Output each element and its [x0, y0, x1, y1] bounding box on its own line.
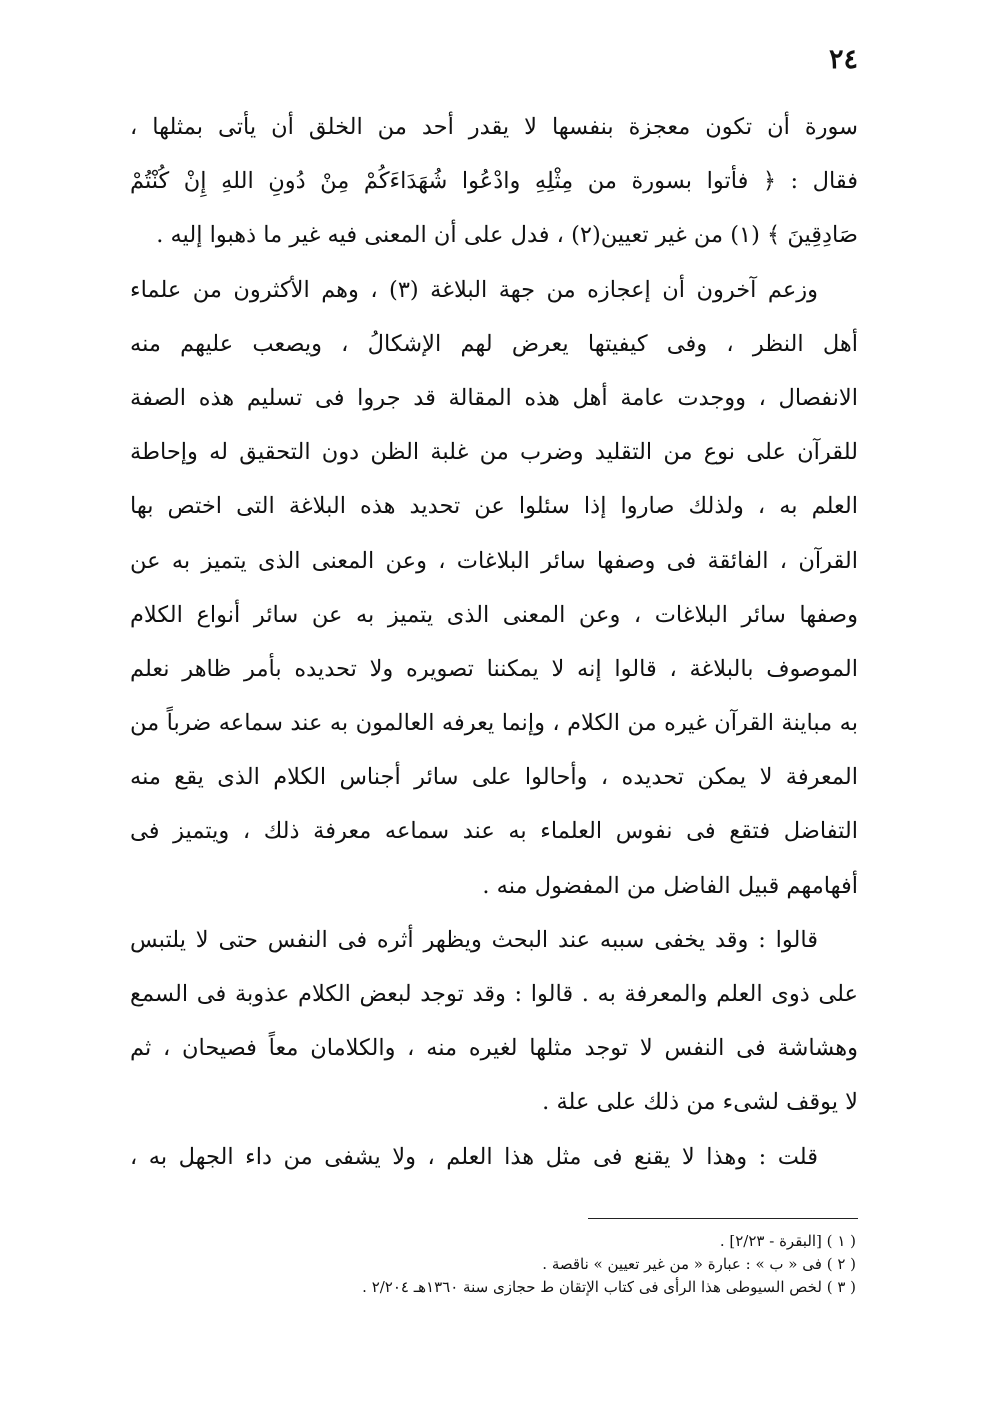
footnote: ( ٣ ) لخص السيوطى هذا الرأى فى كتاب الإتقان ط حجازى سنة ١٣٦٠هـ ٢/٢٠٤ . [362, 1278, 856, 1296]
text-line: قالوا : وقد يخفى سببه عند البحث ويظهر أثره فى النفس حتى لا يلتبس [130, 926, 818, 953]
body-text [130, 100, 858, 1184]
text-line: أفهامهم قبيل الفاضل من المفضول منه . [482, 872, 858, 899]
footnote: ( ١ ) [البقرة - ٢/٢٣] . [719, 1232, 856, 1250]
page-number: ٢٤ [828, 44, 858, 75]
text-line: الانفصال ، ووجدت عامة أهل هذه المقالة قد جروا فى تسليم هذه الصفة [130, 384, 858, 411]
text-line: فقال : ﴿ فأتوا بسورة من مِثْلِهِ وادْعُوا شُهَدَاءَكُمْ مِنْ دُونِ اللهِ إِنْ كُنْتُمْ [130, 168, 858, 195]
footnotes [136, 1230, 856, 1299]
footnote: ( ٢ ) فى « ب » : عبارة « من غير تعيين » ناقصة . [542, 1255, 856, 1273]
text-line: التفاضل فتقع فى نفوس العلماء به عند سماعه معرفة ذلك ، ويتميز فى [130, 818, 858, 845]
text-line: المعرفة لا يمكن تحديده ، وأحالوا على سائر أجناس الكلام الذى يقع منه [130, 764, 858, 791]
text-line: القرآن ، الفائقة فى وصفها سائر البلاغات ، وعن المعنى الذى يتميز به عن [130, 547, 858, 574]
text-line: الموصوف بالبلاغة ، قالوا إنه لا يمكننا تصويره ولا تحديده بأمر ظاهر نعلم [130, 655, 858, 682]
text-line: صَادِقِينَ ﴾ (١) من غير تعيين(٢) ، فدل على أن المعنى فيه غير ما ذهبوا إليه . [156, 222, 858, 249]
text-line: العلم به ، ولذلك صاروا إذا سئلوا عن تحديد هذه البلاغة التى اختص بها [130, 493, 858, 520]
text-line: لا يوقف لشىء من ذلك على علة . [542, 1089, 858, 1116]
text-line: على ذوى العلم والمعرفة به . قالوا : وقد توجد لبعض الكلام عذوبة فى السمع [130, 981, 858, 1007]
text-line: أهل النظر ، وفى كيفيتها يعرض لهم الإشكالُ ، ويصعب عليهم منه [130, 330, 858, 357]
text-line: للقرآن على نوع من التقليد وضرب من غلبة الظن دون التحقيق له وإحاطة [130, 439, 858, 466]
text-line: به مباينة القرآن غيره من الكلام ، وإنما يعرفه العالمون به عند سماعه ضرباً من [130, 710, 858, 737]
text-line: وزعم آخرون أن إعجازه من جهة البلاغة (٣) ، وهم الأكثرون من علماء [130, 276, 818, 303]
text-line: سورة أن تكون معجزة بنفسها لا يقدر أحد من الخلق أن يأتى بمثلها ، [130, 114, 858, 140]
text-line: وصفها سائر البلاغات ، وعن المعنى الذى يتميز به عن سائر أنواع الكلام [130, 601, 858, 628]
text-line: وهشاشة فى النفس لا توجد مثلها لغيره منه ، والكلامان معاً فصيحان ، ثم [130, 1035, 858, 1062]
footnote-divider [588, 1218, 858, 1219]
text-line: قلت : وهذا لا يقنع فى مثل هذا العلم ، ولا يشفى من داء الجهل به ، [130, 1143, 818, 1170]
